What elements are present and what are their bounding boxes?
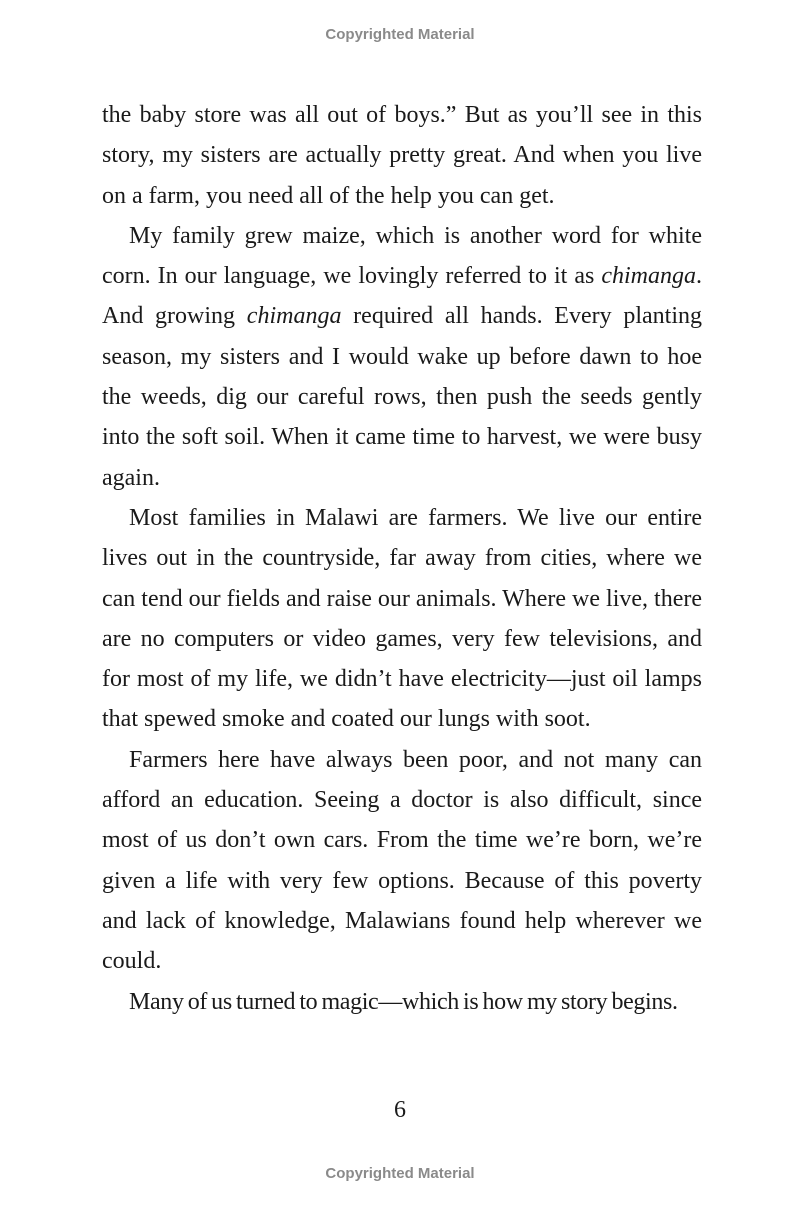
italic-word-chimanga: chimanga (246, 303, 342, 330)
paragraph-4: Farmers here have always been poor, and not many can afford an education. Seeing a doctor is also difficult, since most of us don’t own cars. From the time we’re born, we’re given a life with very few options. Because of this poverty and lack of knowledge, Malawians found help wherever we could. (102, 746, 702, 975)
italic-word-chimanga-hyphenated: chimanga (601, 263, 696, 290)
paragraph-3: Most families in Malawi are farmers. We live our entire lives out in the countryside, far away from cities, where we can tend our fields and raise our animals. Where we live, there are no computers or video games, very few televisions, and for most of my life, we didn’t have electricity—just oil lamps that spewed smoke and coated our lungs with soot. (102, 504, 702, 733)
paragraph-2-segment-1: My family grew maize, which is another word for white corn. In our language, we lovingly referred to it as (102, 222, 702, 290)
paragraph-5: Many of us turned to magic—which is how my story begins. (129, 988, 678, 1015)
copyright-header: Copyrighted Material (325, 26, 475, 43)
copyright-footer: Copyrighted Material (325, 1165, 475, 1182)
paragraph-2-segment-3: required all hands. Every planting season, my sisters and I would wake up before dawn to hoe the weeds, dig our careful rows, then push the seeds gently into the soft soil. When it came time to harvest, we were busy again. (102, 303, 703, 491)
paragraph-2 (102, 216, 702, 498)
page-number: 6 (394, 1097, 406, 1123)
body-text (102, 95, 702, 1022)
paragraph-2-segment-2: . And growing (102, 263, 702, 330)
paragraph-1: the baby store was all out of boys.” But as you’ll see in this story, my sisters are actually pretty great. And when you live on a farm, you need all of the help you can get. (102, 102, 702, 209)
